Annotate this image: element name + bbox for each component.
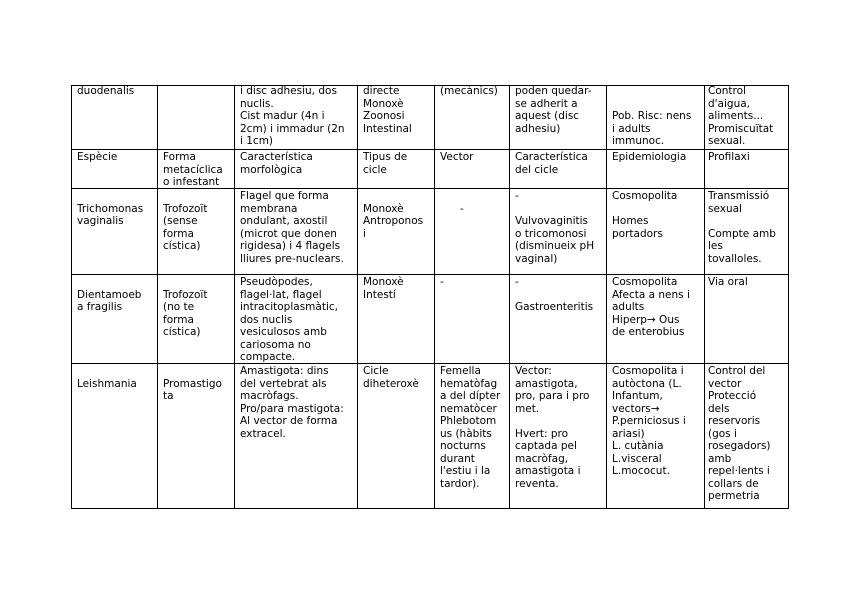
table-rule: [234, 85, 235, 509]
cell-prophylaxis: Transmissió sexual Compte amb les tovalloles.: [708, 190, 776, 265]
table-rule: [704, 85, 705, 509]
table-rule: [71, 274, 789, 275]
cell-cycle-type: Monoxè Intestí: [363, 276, 404, 301]
cell-epidemiology: Cosmopolita i autòctona (L. Infantum, vectors→ P.perniciosus i ariasi) L. cutània L.visceral L.mococut.: [612, 365, 686, 477]
header-vector: Vector: [440, 151, 474, 163]
cell-vector: -: [460, 202, 464, 215]
table-rule: [606, 85, 607, 509]
header-infective-form: Forma metacíclica o infestant: [163, 151, 223, 188]
cell-species: Trichomonas vaginalis: [77, 202, 144, 227]
table-rule: [788, 85, 789, 509]
cell-cycle-type: directe Monoxè Zoonosi Intestinal: [363, 85, 412, 135]
cell-cycle-feature: Vector: amastigota, pro, para i pro met. Hvert: pro captada pel macròfag, amastigota i reventa.: [515, 365, 590, 490]
table-rule: [434, 85, 435, 509]
data-table: [71, 85, 789, 509]
cell-epidemiology: Cosmopolita Homes portadors: [612, 190, 678, 240]
cell-vector: -: [440, 276, 444, 288]
cell-cycle-type: Monoxè Antroponos i: [363, 202, 424, 240]
cell-vector: (mecànics): [440, 85, 498, 97]
table-rule: [357, 85, 358, 509]
cell-infective-form: Trofozoït (sense forma cística): [163, 202, 208, 252]
cell-infective-form: [163, 85, 233, 149]
cell-cycle-feature: - Vulvovaginitis o tricomonosi (disminueix pH vaginal): [515, 190, 595, 265]
header-cycle-feature: Característica del cicle: [515, 151, 588, 176]
cell-species: Leishmania: [77, 377, 137, 390]
cell-species: duodenalis: [77, 85, 135, 97]
cell-infective-form: Promastigo ta: [163, 377, 222, 402]
cell-cycle-type: Cicle diheteroxè: [363, 365, 419, 390]
cell-prophylaxis: Control d'aigua, aliments... Promiscuïtat sexual.: [708, 85, 774, 147]
cell-morphology: Pseudòpodes, flagel·lat, flagel intracitoplasmàtic, dos nuclis vesiculosos amb cariosoma no compacte.: [240, 276, 338, 363]
cell-epidemiology: Pob. Risc: nens i adults immunoc.: [612, 110, 692, 147]
cell-cycle-feature: poden quedar- se adherit a aquest (disc adhesiu): [515, 85, 592, 135]
table-rule: [71, 149, 789, 150]
cell-morphology: Flagel que forma membrana ondulant, axostil (microt que donen rigidesa) i 4 flagels lliures pre-nuclears.: [240, 190, 344, 265]
header-prophylaxis: Profilaxi: [708, 151, 750, 163]
table-rule: [157, 85, 158, 509]
cell-prophylaxis: Control del vector Protecció dels reservoris (gos i rosegadors) amb repel·lents i collars de permetria: [708, 365, 771, 502]
table-rule: [509, 85, 510, 509]
cell-species: Dientamoeb a fragilis: [77, 288, 142, 313]
cell-morphology: i disc adhesiu, dos nuclis. Cist madur (4n i 2cm) i immadur (2n i 1cm): [240, 85, 345, 147]
cell-prophylaxis: Via oral: [708, 276, 748, 288]
table-rule: [71, 188, 789, 189]
table-rule: [71, 508, 789, 509]
header-epidemiology: Epidemiologia: [612, 151, 687, 163]
header-morphology: Característica morfològica: [240, 151, 313, 176]
cell-vector: Femella hematòfag a del dípter nematòcer Phlebotom us (hàbits nocturns durant l'estiu i la tardor).: [440, 365, 501, 490]
header-cycle-type: Tipus de cicle: [363, 151, 408, 176]
cell-epidemiology: Cosmopolita Afecta a nens i adults Hiperp→ Ous de enterobius: [612, 276, 690, 338]
cell-morphology: Amastigota: dins del vertebrat als macròfags. Pro/para mastigota: Al vector de forma extracel.: [240, 365, 344, 440]
cell-infective-form: Trofozoït (no te forma cística): [163, 288, 208, 338]
table-rule: [71, 85, 72, 509]
cell-cycle-feature: - Gastroenteritis: [515, 276, 594, 313]
table-rule: [71, 363, 789, 364]
header-species: Espècie: [77, 151, 118, 163]
